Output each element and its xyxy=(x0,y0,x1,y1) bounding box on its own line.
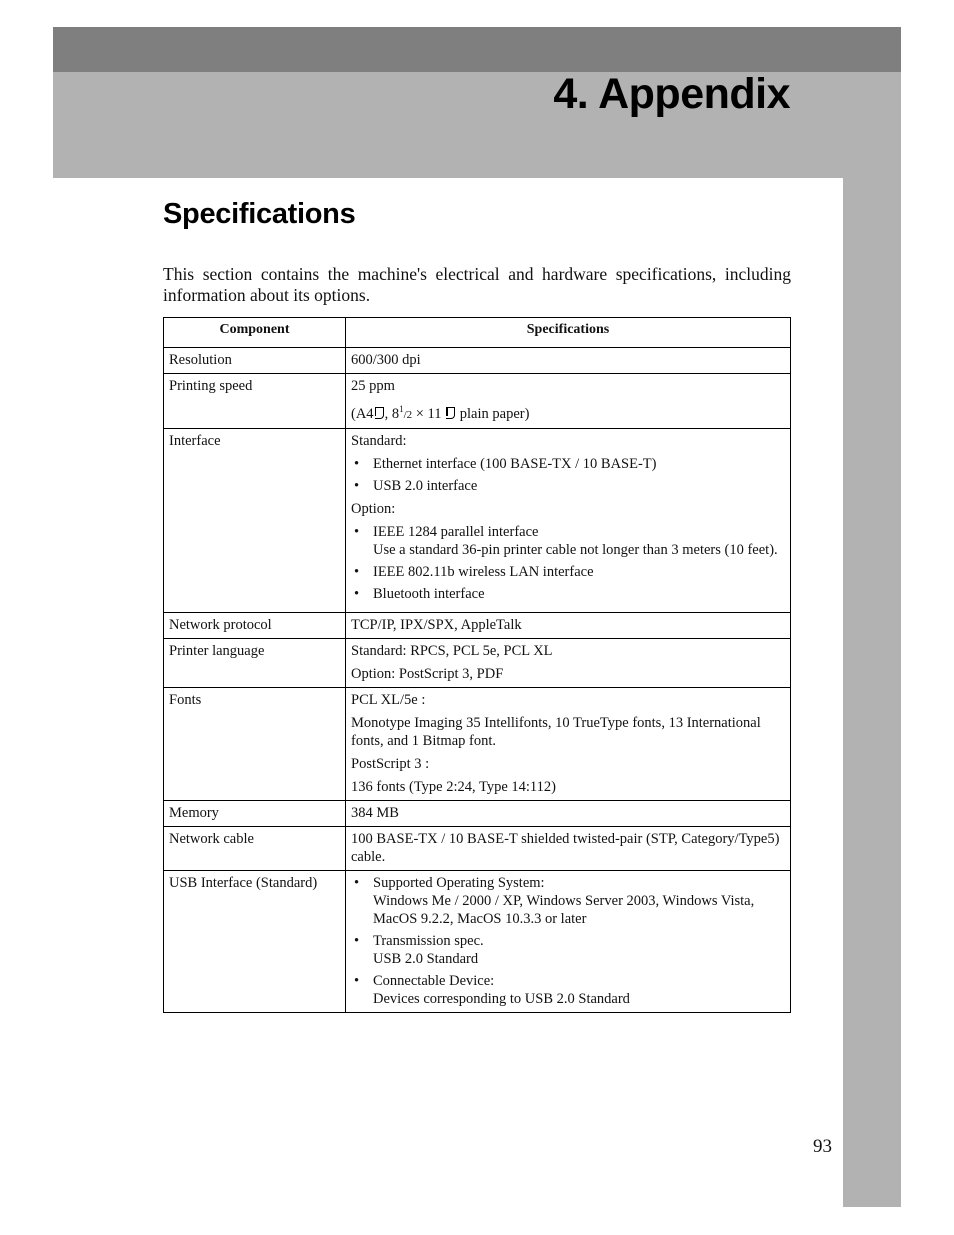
row-value xyxy=(346,374,791,429)
row-value xyxy=(346,428,791,612)
fraction-denominator: /2 xyxy=(403,408,413,421)
paper-suffix: plain paper) xyxy=(456,405,530,422)
list-item-title: • Transmission spec. xyxy=(373,932,484,949)
speed-paper-note xyxy=(351,400,784,424)
list-item xyxy=(351,932,784,968)
list-item-detail: Devices corresponding to USB 2.0 Standard xyxy=(373,990,630,1007)
paper-times: × 11 xyxy=(412,405,442,422)
header-specifications: Specifications xyxy=(346,318,791,348)
list-item: • IEEE 802.11b wireless LAN interface xyxy=(351,563,784,581)
fonts-ps-value: 136 fonts (Type 2:24, Type 14:112) xyxy=(351,778,556,795)
usb-list xyxy=(351,874,784,1008)
section-intro: This section contains the machine's electrical and hardware specifications, including information about its options. xyxy=(163,264,791,305)
list-item xyxy=(351,972,784,1008)
interface-option-label: Option: xyxy=(351,500,396,517)
row-value xyxy=(346,687,791,800)
table-row xyxy=(164,687,791,800)
list-item-text: • IEEE 1284 parallel interface xyxy=(373,523,539,540)
row-label: Fonts xyxy=(164,687,346,800)
paper-prefix: (A4 xyxy=(351,405,374,422)
row-label: Resolution xyxy=(164,348,346,374)
row-label: USB Interface (Standard) xyxy=(164,870,346,1012)
section-title: Specifications xyxy=(163,198,356,230)
table-row xyxy=(164,428,791,612)
table-header-row xyxy=(164,318,791,348)
header-band-dark xyxy=(53,27,901,72)
fonts-pcl-value: Monotype Imaging 35 Intellifonts, 10 TrueType fonts, 13 International fonts, and 1 Bitmap font. xyxy=(351,714,761,749)
interface-standard-list xyxy=(351,455,784,495)
speed-value: 25 ppm xyxy=(351,378,395,394)
paper-mid: , 8 xyxy=(384,405,400,422)
list-item xyxy=(351,523,784,559)
header-component: Component xyxy=(164,318,346,348)
paper-portrait-icon xyxy=(375,407,384,419)
row-label: Network cable xyxy=(164,826,346,870)
row-label: Memory xyxy=(164,800,346,826)
interface-standard-label: Standard: xyxy=(351,432,407,449)
table-row xyxy=(164,800,791,826)
table-row xyxy=(164,612,791,638)
list-item xyxy=(351,874,784,928)
list-item-detail: Windows Me / 2000 / XP, Windows Server 2003, Windows Vista, MacOS 9.2.2, MacOS 10.3.3 or later xyxy=(373,892,755,927)
list-item: • Ethernet interface (100 BASE-TX / 10 BASE-T) xyxy=(351,455,784,473)
fraction-numerator: 1 xyxy=(399,404,404,414)
row-label: Network protocol xyxy=(164,612,346,638)
table-row xyxy=(164,638,791,687)
list-item: • USB 2.0 interface xyxy=(351,477,784,495)
table-row xyxy=(164,348,791,374)
row-label: Interface xyxy=(164,428,346,612)
row-label: Printing speed xyxy=(164,374,346,429)
row-value: 600/300 dpi xyxy=(346,348,791,374)
page-number: 93 xyxy=(813,1136,832,1157)
row-label: Printer language xyxy=(164,638,346,687)
list-item: • Bluetooth interface xyxy=(351,585,784,603)
fonts-pcl-label: PCL XL/5e : xyxy=(351,691,426,708)
list-item-note: Use a standard 36-pin printer cable not longer than 3 meters (10 feet). xyxy=(373,541,778,558)
chapter-title: 4. Appendix xyxy=(553,70,790,118)
row-value xyxy=(346,638,791,687)
table-row xyxy=(164,374,791,429)
list-item-title: • Connectable Device: xyxy=(373,972,495,989)
table-row xyxy=(164,826,791,870)
language-standard: Standard: RPCS, PCL 5e, PCL XL xyxy=(351,642,553,659)
table-row xyxy=(164,870,791,1012)
list-item-detail: USB 2.0 Standard xyxy=(373,950,479,967)
side-thumb-strip xyxy=(843,178,901,1207)
fonts-ps-label: PostScript 3 : xyxy=(351,755,430,772)
paper-portrait-icon xyxy=(446,407,455,419)
specifications-table xyxy=(163,317,791,1013)
row-value xyxy=(346,870,791,1012)
row-value: 384 MB xyxy=(346,800,791,826)
list-item-title: • Supported Operating System: xyxy=(373,874,545,891)
row-value: TCP/IP, IPX/SPX, AppleTalk xyxy=(346,612,791,638)
interface-option-list xyxy=(351,523,784,603)
language-option: Option: PostScript 3, PDF xyxy=(351,665,504,682)
row-value: 100 BASE-TX / 10 BASE-T shielded twisted-pair (STP, Category/Type5) cable. xyxy=(346,826,791,870)
